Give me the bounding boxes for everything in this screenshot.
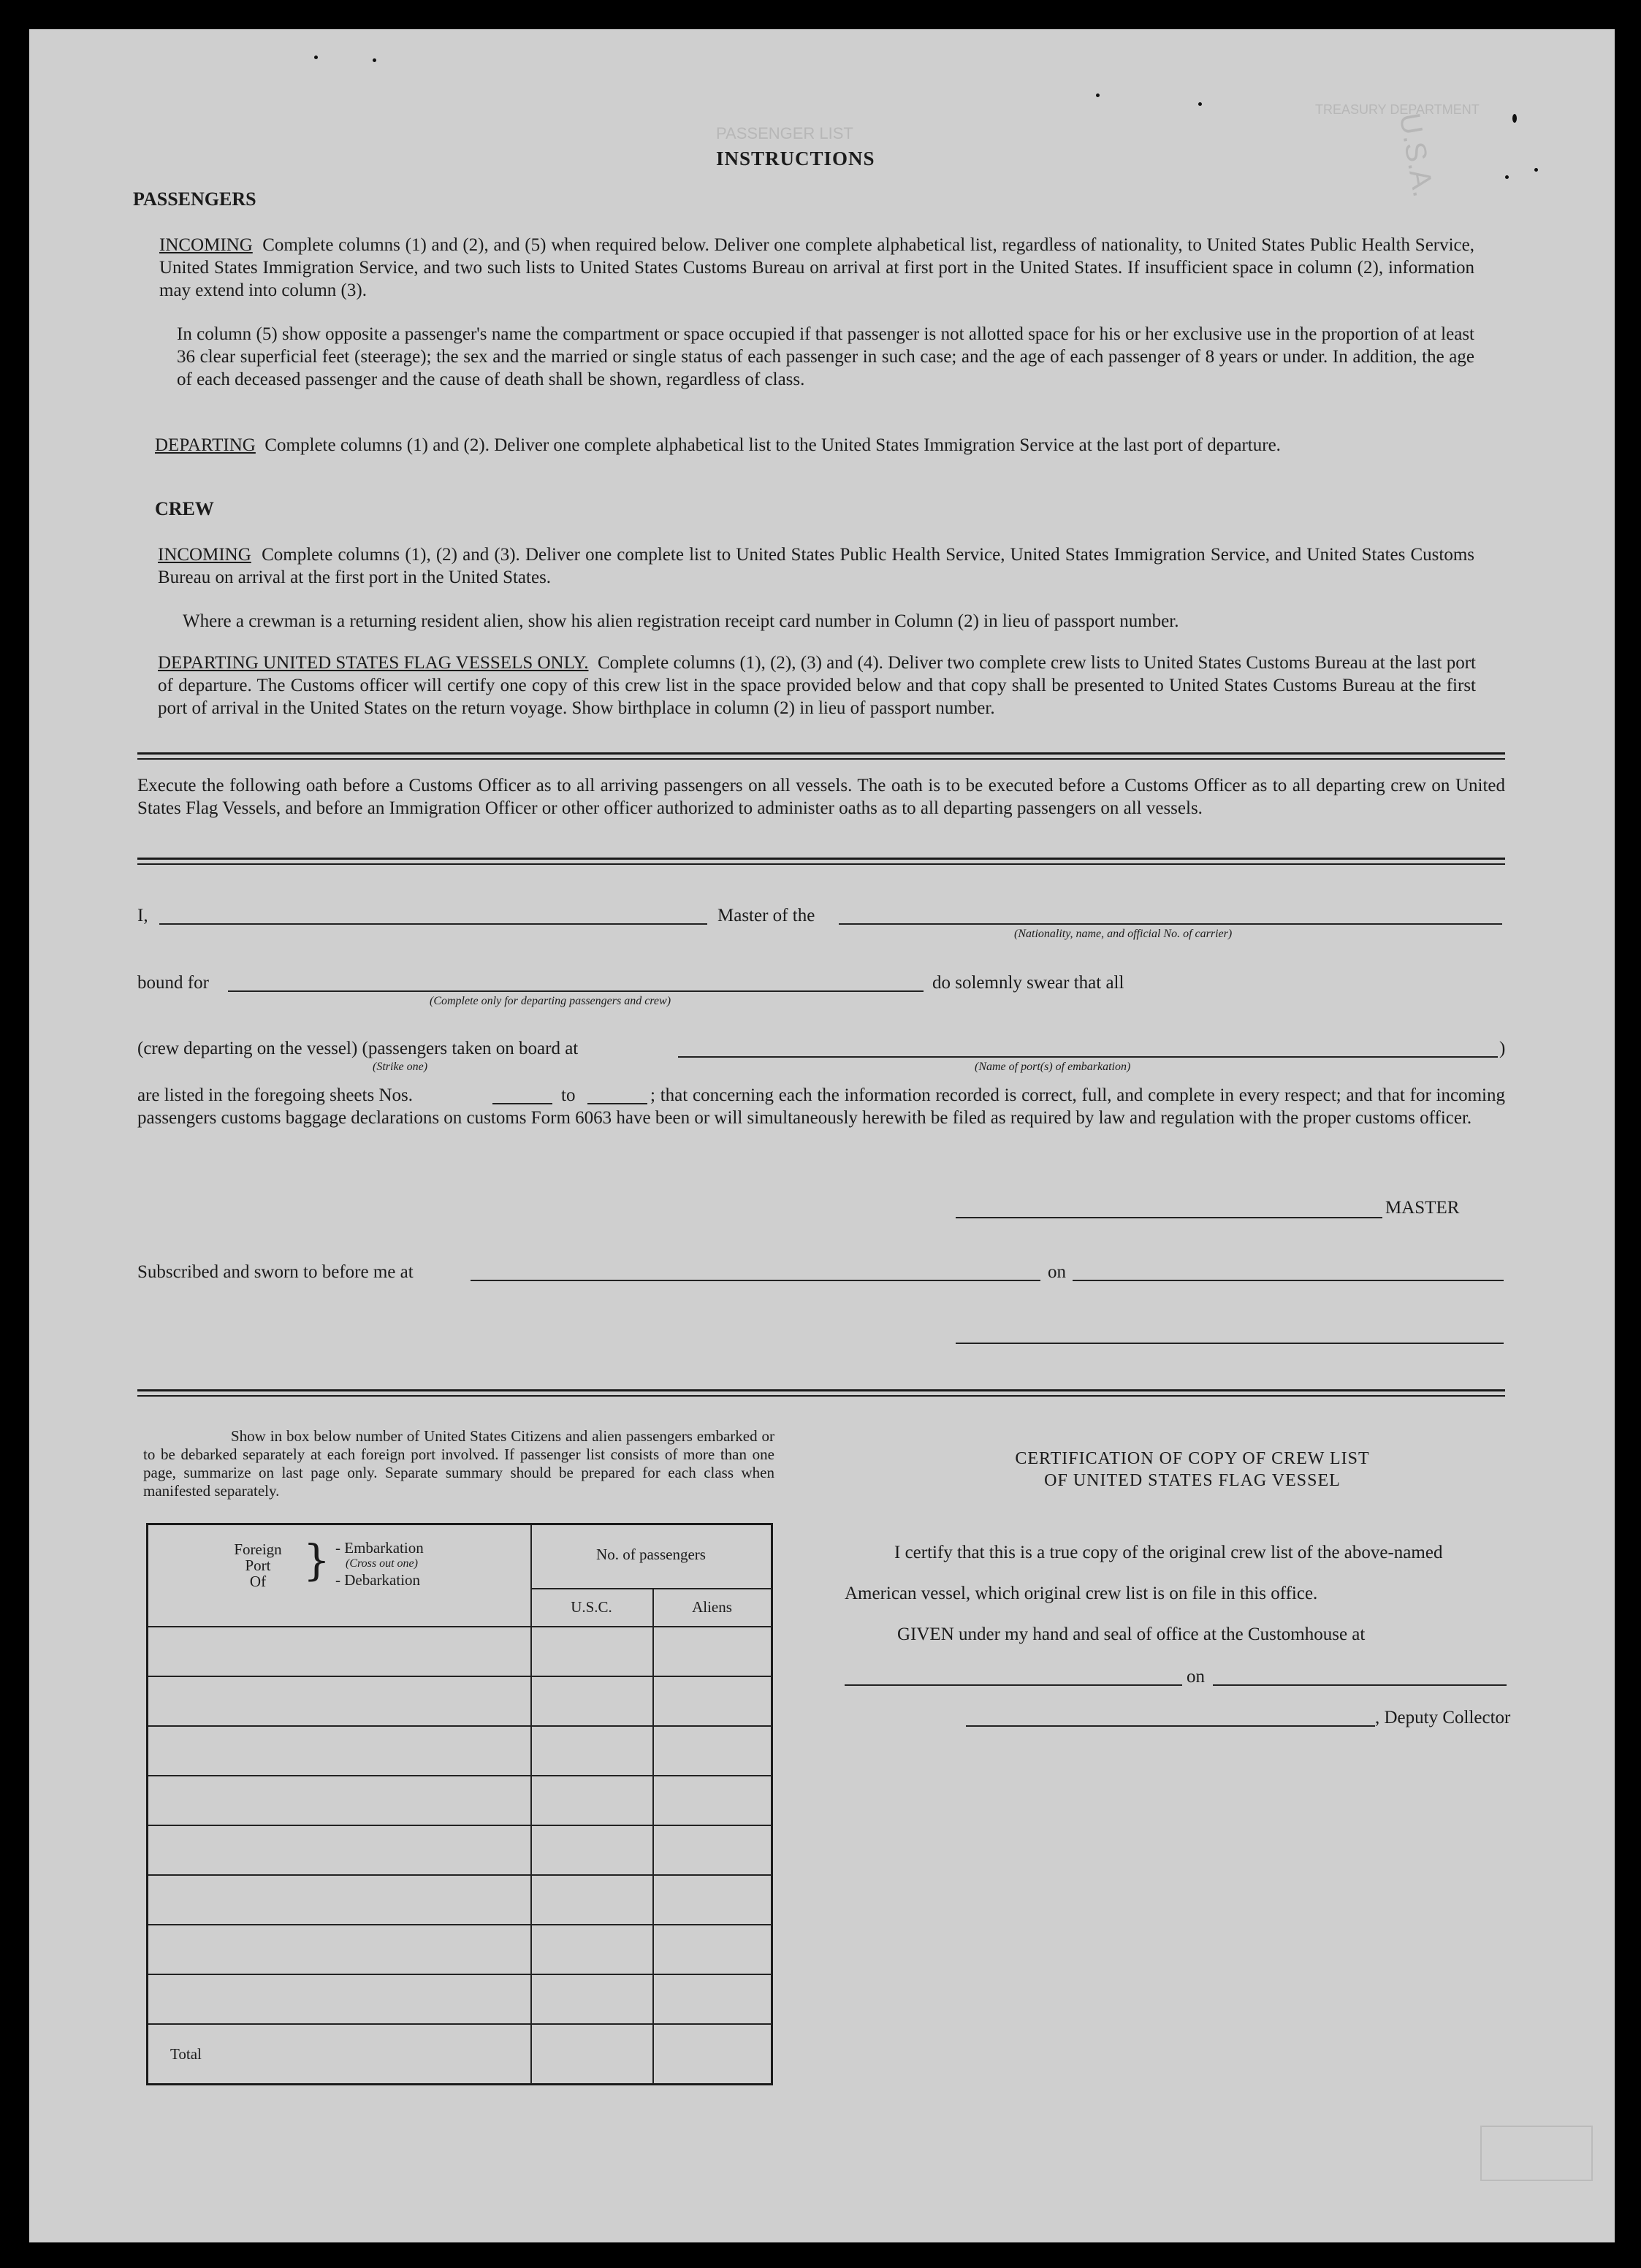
speck bbox=[1198, 102, 1202, 106]
crew-departing-text: (crew departing on the vessel) (passengers taken on board at bbox=[137, 1039, 579, 1058]
master-signature-field[interactable] bbox=[956, 1217, 1382, 1218]
cert-on-label: on bbox=[1187, 1667, 1205, 1687]
section-divider bbox=[137, 1389, 1505, 1397]
crew-incoming-text: Complete columns (1), (2) and (3). Deliver one complete list to United States Public Health Service, United States Immigration Service, and United States Customs Bureau on arrival at the first port in the United States. bbox=[158, 545, 1475, 587]
listed-suffix: ; that concerning each the information recorded is correct, full, and complete in every respect; and that for incoming passengers customs baggage declarations on customs Form 6063 have been or will simultaneously herewith be filed as required by law and regulation with the proper customs officer. bbox=[137, 1085, 1505, 1128]
passengers-heading: PASSENGERS bbox=[133, 188, 256, 210]
brace-icon: } bbox=[303, 1535, 330, 1585]
table-row-line bbox=[148, 1874, 772, 1876]
bound-for-label: bound for bbox=[137, 973, 209, 993]
passengers-incoming-text: Complete columns (1) and (2), and (5) when required below. Deliver one complete alphabetical list, regardless of nationality, to United States Public Health Service, United States Immigration Service, and two such lists to United States Customs Bureau on arrival at first port in the United States. If insufficient space in column (2), information may extend into column (3). bbox=[159, 235, 1475, 300]
crew-incoming-label: INCOMING bbox=[158, 545, 251, 565]
close-paren: ) bbox=[1499, 1039, 1506, 1058]
bound-for-caption: (Complete only for departing passengers and crew) bbox=[430, 995, 671, 1007]
usc-header: U.S.C. bbox=[571, 1598, 612, 1616]
passengers-departing-text: Complete columns (1) and (2). Deliver one complete alphabetical list to the United States Immigration Service at the last port of departure. bbox=[264, 435, 1281, 455]
table-column-divider bbox=[652, 1588, 654, 2084]
bleed-through-text: TREASURY DEPARTMENT bbox=[1315, 102, 1480, 117]
oath-intro: Execute the following oath before a Customs Officer as to all arriving passengers on all vessels. The oath is to be executed before a Customs Officer as to all departing crew on United States Flag Vessels, and before an Immigration Officer or other officer authorized to administer oaths as to all departing passengers on all vessels. bbox=[137, 776, 1505, 818]
table-row-line bbox=[148, 1974, 772, 1975]
subscribed-label: Subscribed and sworn to before me at bbox=[137, 1262, 414, 1282]
table-row-line bbox=[148, 1775, 772, 1776]
master-of-the-label: Master of the bbox=[717, 906, 815, 925]
certify-line-1: I certify that this is a true copy of the original crew list of the above-named bbox=[894, 1543, 1443, 1562]
speck bbox=[314, 56, 318, 59]
embarkation-ports-field[interactable] bbox=[678, 1056, 1498, 1058]
listed-prefix: are listed in the foregoing sheets Nos. bbox=[137, 1085, 413, 1105]
passengers-departing-paragraph bbox=[155, 434, 1474, 457]
master-name-field[interactable] bbox=[159, 923, 707, 925]
bound-for-field[interactable] bbox=[228, 990, 924, 992]
cert-date-field[interactable] bbox=[1213, 1684, 1507, 1686]
oath-i-label: I, bbox=[137, 906, 148, 925]
document-page bbox=[29, 29, 1615, 2242]
carrier-caption: (Nationality, name, and official No. of carrier) bbox=[1014, 928, 1233, 940]
master-label: MASTER bbox=[1385, 1198, 1460, 1218]
given-line: GIVEN under my hand and seal of office at the Customhouse at bbox=[897, 1624, 1366, 1644]
deputy-signature-field[interactable] bbox=[966, 1725, 1375, 1727]
aliens-header: Aliens bbox=[692, 1598, 732, 1616]
passengers-departing-label: DEPARTING bbox=[155, 435, 256, 455]
speck bbox=[1534, 168, 1538, 172]
total-label: Total bbox=[170, 2045, 202, 2063]
crew-heading: CREW bbox=[155, 498, 214, 519]
bleed-through-box bbox=[1480, 2126, 1593, 2181]
customhouse-field[interactable] bbox=[845, 1684, 1182, 1686]
speck bbox=[1505, 175, 1509, 179]
certification-title: CERTIFICATION OF COPY OF CREW LIST OF UNITED STATES FLAG VESSEL bbox=[1015, 1449, 1370, 1490]
crew-resident-paragraph: Where a crewman is a returning resident alien, show his alien registration receipt card number in Column (2) in lieu of passport number. bbox=[183, 611, 1179, 631]
table-row-line bbox=[148, 2023, 772, 2025]
sworn-on-label: on bbox=[1048, 1262, 1066, 1282]
swear-text: do solemnly swear that all bbox=[932, 973, 1124, 993]
bleed-through-stamp: U.S.A. bbox=[1393, 110, 1439, 200]
embark-debark-labels: - Embarkation (Cross out one) - Debarkation bbox=[335, 1539, 424, 1589]
certify-line-2: American vessel, which original crew list is on file in this office. bbox=[845, 1584, 1318, 1603]
table-row-line bbox=[148, 1825, 772, 1826]
sworn-place-field[interactable] bbox=[471, 1280, 1040, 1281]
foreign-port-of-label: Foreign Port Of bbox=[234, 1540, 282, 1590]
passengers-incoming-paragraph bbox=[159, 234, 1474, 302]
passengers-incoming-label: INCOMING bbox=[159, 235, 253, 255]
crew-departing-paragraph bbox=[158, 652, 1476, 719]
sworn-date-field[interactable] bbox=[1073, 1280, 1504, 1281]
crew-departing-label: DEPARTING UNITED STATES FLAG VESSELS ONLY. bbox=[158, 653, 589, 673]
section-divider bbox=[137, 858, 1505, 865]
ports-caption: (Name of port(s) of embarkation) bbox=[975, 1061, 1131, 1073]
officer-signature-field[interactable] bbox=[956, 1343, 1504, 1344]
bleed-through-text: PASSENGER LIST bbox=[716, 124, 853, 142]
deputy-collector-label: , Deputy Collector bbox=[1375, 1708, 1511, 1727]
strike-one-caption: (Strike one) bbox=[373, 1061, 428, 1073]
speck bbox=[1096, 93, 1100, 97]
to-label: to bbox=[561, 1085, 576, 1105]
table-row-line bbox=[148, 1924, 772, 1925]
section-divider bbox=[137, 752, 1505, 760]
carrier-field[interactable] bbox=[839, 923, 1502, 925]
speck bbox=[373, 58, 376, 62]
passenger-summary-table bbox=[146, 1523, 773, 2085]
table-row-line bbox=[148, 1725, 772, 1727]
crew-departing-text: Complete columns (1), (2), (3) and (4). Deliver two complete crew lists to United States Customs Bureau at the last port of departure. The Customs officer will certify one copy of this crew list in the space provided below and that copy shall be presented to United States Customs Bureau at the first port of arrival in the United States on the return voyage. Show birthplace in column (2) in lieu of passport number. bbox=[158, 653, 1477, 718]
no-of-passengers-header: No. of passengers bbox=[596, 1546, 706, 1563]
crew-incoming-paragraph bbox=[158, 543, 1474, 589]
table-header-divider bbox=[530, 1588, 772, 1589]
speck bbox=[1512, 114, 1517, 123]
table-row-line bbox=[148, 1676, 772, 1677]
page-title: INSTRUCTIONS bbox=[716, 148, 875, 169]
column5-paragraph: In column (5) show opposite a passenger's name the compartment or space occupied if that passenger is not allotted space for his or her exclusive use in the proportion of at least 36 clear superficial feet (steerage); the sex and the married or single status of each passenger in such case; and the age of each passenger of 8 years or under. In addition, the age of each deceased passenger and the cause of death shall be shown, regardless of class. bbox=[177, 324, 1474, 389]
table-row-line bbox=[148, 1626, 772, 1627]
summary-instructions: Show in box below number of United States Citizens and alien passengers embarked or to be debarked separately at each foreign port involved. If passenger list consists of more than one page, summarize on last page only. Separate summary should be prepared for each class when manifested separately. bbox=[143, 1427, 774, 1500]
